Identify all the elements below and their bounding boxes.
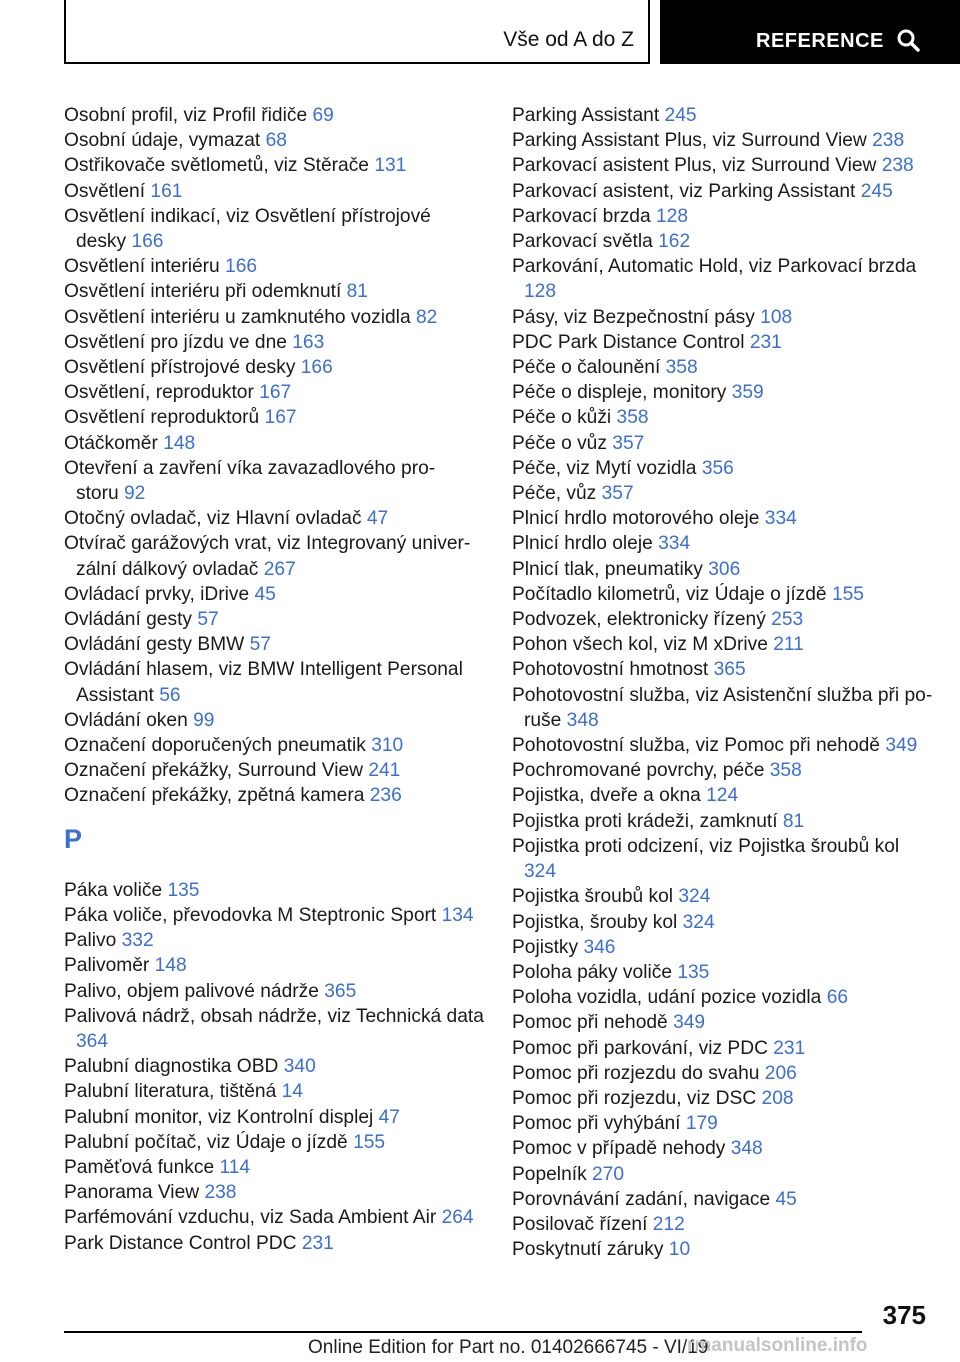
index-entry — [512, 204, 932, 229]
index-entry — [64, 380, 484, 405]
index-entry-text: Otočný ovladač, viz Hlavní ovladač — [64, 508, 362, 530]
page-link[interactable]: 66 — [826, 987, 849, 1009]
index-entry-text: Palubní monitor, viz Kontrolní displej — [64, 1106, 374, 1128]
index-entry-text: Paměťová funkce — [64, 1156, 215, 1178]
index-entry-text: Označení doporučených pneumatik — [64, 735, 366, 757]
page-link[interactable]: 68 — [265, 130, 287, 152]
index-entry-text: Pohon všech kol, viz M xDrive — [512, 634, 768, 656]
index-entry — [64, 1155, 484, 1180]
index-entry — [512, 783, 932, 808]
page-link[interactable]: 135 — [167, 879, 200, 901]
index-entry — [64, 758, 484, 783]
page-link[interactable]: 14 — [281, 1081, 303, 1103]
page-link[interactable]: 358 — [665, 357, 698, 379]
index-entry — [512, 1036, 932, 1061]
page-link[interactable]: 359 — [731, 382, 764, 404]
header-section-box — [64, 0, 650, 64]
page-link[interactable]: 348 — [566, 709, 599, 731]
page-link[interactable]: 155 — [353, 1131, 386, 1153]
index-entry — [512, 1086, 932, 1111]
index-entry-text: Pomoc při vyhýbání — [512, 1113, 681, 1135]
page-link[interactable]: 81 — [782, 810, 805, 832]
index-entry — [512, 683, 932, 733]
index-entry — [512, 1010, 932, 1035]
index-entry — [512, 1212, 932, 1237]
index-entry — [512, 1187, 932, 1212]
page-link[interactable]: 306 — [708, 558, 741, 580]
index-entry-text: Pochromované povrchy, péče — [512, 760, 765, 782]
page-link[interactable]: 310 — [371, 735, 404, 757]
page-link[interactable]: 238 — [881, 155, 914, 177]
index-entry-text: Panorama View — [64, 1182, 200, 1204]
page-link[interactable]: 161 — [150, 180, 183, 202]
index-entry — [512, 254, 932, 304]
index-entry — [512, 657, 932, 682]
index-entry-text: Parkovací brzda — [512, 205, 651, 227]
page-link[interactable]: 364 — [76, 1030, 109, 1052]
page-link[interactable]: 82 — [415, 306, 438, 328]
page-link[interactable]: 241 — [368, 760, 401, 782]
index-entry-text: Otvírač garážových vrat, viz Integrovaný univer- — [64, 533, 471, 555]
page-link[interactable]: 162 — [658, 231, 691, 253]
index-entry-text: Pojistky — [512, 936, 579, 958]
index-entry-text: Palubní diagnostika OBD — [64, 1056, 279, 1078]
page-link[interactable]: 356 — [701, 457, 734, 479]
index-entry — [64, 128, 484, 153]
index-entry — [512, 481, 932, 506]
index-entry-text: Posilovač řízení — [512, 1213, 648, 1235]
page-link[interactable]: 270 — [592, 1163, 625, 1185]
index-entry-text: Osvětlení interiéru u zamknutého vozidla — [64, 306, 411, 328]
index-entry-text: Ovládání oken — [64, 709, 188, 731]
index-entry-text: Péče, viz Mytí vozidla — [512, 457, 697, 479]
page-link[interactable]: 365 — [713, 659, 746, 681]
index-entry-text: Pásy, viz Bezpečnostní pásy — [512, 306, 755, 328]
page-link[interactable]: 47 — [378, 1106, 400, 1128]
index-entry — [64, 1231, 484, 1256]
page-link[interactable]: 81 — [346, 281, 368, 303]
index-entry-text: Osvětlení reproduktorů — [64, 407, 260, 429]
page-link[interactable]: 245 — [664, 105, 697, 126]
index-entry — [64, 783, 484, 808]
page-link[interactable]: 124 — [706, 785, 739, 807]
index-entry-text: Ovládání hlasem, viz BMW Intelligent Personal Assistant — [64, 659, 463, 706]
page-link[interactable]: 99 — [193, 709, 215, 731]
index-entry — [512, 1136, 932, 1161]
index-entry — [512, 103, 932, 128]
index-entry-text: Péče o vůz — [512, 432, 607, 454]
index-entry-text: Péče, vůz — [512, 483, 597, 505]
index-entry-text: Péče o kůži — [512, 407, 612, 429]
index-entry — [64, 1105, 484, 1130]
index-entry — [512, 607, 932, 632]
index-entry-text: Poloha páky voliče — [512, 961, 672, 983]
index-entry-text: Palivo, objem palivové nádrže — [64, 980, 319, 1002]
index-entry — [512, 1162, 932, 1187]
index-entry — [512, 884, 932, 909]
index-entry-text: Pojistka šroubů kol — [512, 886, 674, 908]
page-link[interactable]: 238 — [204, 1182, 237, 1204]
index-entry — [64, 431, 484, 456]
page-link[interactable]: 57 — [197, 609, 219, 631]
page-number: 375 — [882, 1300, 926, 1330]
index-entry-text: Parkovací asistent, viz Parking Assistant — [512, 180, 856, 202]
index-entry — [512, 179, 932, 204]
index-entry-text: Osvětlení interiéru při odemknutí — [64, 281, 342, 303]
index-entry — [512, 960, 932, 985]
index-entry-text: Ovládání gesty BMW — [64, 634, 245, 656]
page-link[interactable]: 208 — [761, 1087, 794, 1109]
index-entry — [512, 330, 932, 355]
index-entry — [512, 834, 932, 884]
reference-label: REFERENCE — [756, 30, 884, 52]
index-entry — [512, 733, 932, 758]
page-link[interactable]: 163 — [292, 331, 325, 353]
page-link[interactable]: 92 — [124, 483, 146, 505]
index-entry — [64, 153, 484, 178]
index-entry — [512, 506, 932, 531]
index-entry — [64, 1004, 484, 1054]
index-entry — [512, 380, 932, 405]
index-entry-text: Pomoc při rozjezdu, viz DSC — [512, 1087, 757, 1109]
index-entry — [64, 179, 484, 204]
index-group-p — [64, 878, 484, 1256]
page-link[interactable]: 236 — [369, 785, 402, 807]
index-entry-text: Osvětlení přístrojové desky — [64, 357, 296, 379]
index-entry — [512, 985, 932, 1010]
index-entry-text: Podvozek, elektronicky řízený — [512, 609, 766, 631]
index-entry — [512, 809, 932, 834]
index-entry — [512, 1061, 932, 1086]
page-link[interactable]: 334 — [764, 508, 797, 530]
index-entry-text: Palivová nádrž, obsah nádrže, viz Technická data — [64, 1005, 484, 1027]
index-entry — [512, 405, 932, 430]
index-entry-text: Pomoc při parkování, viz PDC — [512, 1037, 768, 1059]
index-entry — [512, 431, 932, 456]
page-link[interactable]: 324 — [678, 886, 711, 908]
page-link[interactable]: 231 — [773, 1037, 806, 1059]
index-entry — [512, 758, 932, 783]
page-link[interactable]: 148 — [154, 955, 187, 977]
index-entry — [512, 456, 932, 481]
index-entry-text: Označení překážky, zpětná kamera — [64, 785, 365, 807]
index-entry — [64, 103, 484, 128]
index-entry-text: Otáčkoměr — [64, 432, 158, 454]
page-link[interactable]: 167 — [264, 407, 297, 429]
page-link[interactable]: 349 — [673, 1012, 706, 1034]
page-link[interactable]: 358 — [616, 407, 649, 429]
page-link[interactable]: 131 — [374, 155, 407, 177]
index-entry — [64, 903, 484, 928]
index-entry-text: PDC Park Distance Control — [512, 331, 745, 353]
page-link[interactable]: 128 — [524, 281, 557, 303]
index-entry-text: Popelník — [512, 1163, 587, 1185]
index-entry-text: Osvětlení, reproduktor — [64, 382, 254, 404]
index-entry — [64, 330, 484, 355]
index-entry-text: Osvětlení interiéru — [64, 256, 220, 278]
page-link[interactable]: 357 — [601, 483, 634, 505]
index-entry-text: Pomoc při rozjezdu do svahu — [512, 1062, 760, 1084]
page-link[interactable]: 340 — [283, 1056, 316, 1078]
index-entry — [512, 557, 932, 582]
reference-tab[interactable] — [660, 0, 960, 64]
index-entry-text: Osvětlení — [64, 180, 146, 202]
index-entry-text: Palivo — [64, 930, 117, 952]
page-link[interactable]: 45 — [775, 1188, 797, 1210]
index-entry — [64, 405, 484, 430]
index-entry — [64, 506, 484, 531]
index-entry-text: Pohotovostní hmotnost — [512, 659, 709, 681]
index-entry-text: Počítadlo kilometrů, viz Údaje o jízdě — [512, 583, 827, 605]
page-link[interactable]: 206 — [764, 1062, 797, 1084]
page-link[interactable]: 349 — [885, 735, 918, 757]
page-link[interactable]: 253 — [771, 609, 804, 631]
page-link[interactable]: 245 — [860, 180, 893, 202]
index-entry-text: Osvětlení pro jízdu ve dne — [64, 331, 287, 353]
page-link[interactable]: 114 — [219, 1156, 251, 1178]
page-link[interactable]: 334 — [658, 533, 691, 555]
search-icon[interactable] — [896, 28, 920, 52]
index-entry — [64, 657, 484, 707]
page-link[interactable]: 166 — [225, 256, 258, 278]
index-entry-text: Plnicí hrdlo motorového oleje — [512, 508, 760, 530]
page-link[interactable]: 128 — [656, 205, 689, 227]
index-entry-text: Porovnávání zadání, navigace — [512, 1188, 771, 1210]
index-entry-text: storu — [76, 483, 119, 505]
index-entry-text: ruše — [524, 709, 562, 731]
index-column-right — [512, 103, 932, 1262]
index-entry-text: Parking Assistant Plus, viz Surround View — [512, 130, 867, 152]
index-entry — [64, 1079, 484, 1104]
page-link[interactable]: 56 — [159, 684, 181, 706]
watermark: rmanualsonline.info — [687, 1335, 868, 1356]
section-letter: P — [64, 823, 83, 854]
index-entry-text: Ovládání gesty — [64, 609, 192, 631]
page-link[interactable]: 155 — [831, 583, 864, 605]
index-entry — [64, 355, 484, 380]
index-entry — [64, 1054, 484, 1079]
index-entry-text: Parking Assistant — [512, 105, 660, 126]
index-entry-text: Parkovací světla — [512, 231, 653, 253]
page-link[interactable]: 134 — [441, 904, 474, 926]
index-entry — [512, 632, 932, 657]
footer-divider — [64, 1331, 862, 1333]
index-entry — [512, 1237, 932, 1262]
index-entry-text: Otevření a zavření víka zavazadlového pro- — [64, 457, 436, 479]
index-group-o — [64, 103, 484, 809]
index-entry — [64, 1130, 484, 1155]
index-entry — [64, 1180, 484, 1205]
index-entry-text: Páka voliče, převodovka M Steptronic Sport — [64, 904, 437, 926]
page-link[interactable]: 358 — [769, 760, 802, 782]
index-entry — [64, 733, 484, 758]
index-entry-text: Osobní údaje, vymazat — [64, 130, 261, 152]
index-entry-text: Pojistka, šrouby kol — [512, 911, 678, 933]
page-link[interactable]: 238 — [872, 130, 905, 152]
index-entry-text: Páka voliče — [64, 879, 163, 901]
index-entry — [64, 708, 484, 733]
page-link[interactable]: 324 — [682, 911, 715, 933]
index-group-p-continued — [512, 103, 932, 1262]
page-link[interactable]: 166 — [131, 231, 164, 253]
index-entry — [64, 979, 484, 1004]
page-link[interactable]: 324 — [524, 861, 557, 883]
index-entry-text: Plnicí tlak, pneumatiky — [512, 558, 703, 580]
page-link[interactable]: 267 — [263, 558, 296, 580]
index-entry — [64, 953, 484, 978]
index-entry — [64, 1205, 484, 1230]
page-link[interactable]: 211 — [773, 634, 804, 656]
index-entry-text: Palubní literatura, tištěná — [64, 1081, 277, 1103]
page-link[interactable]: 179 — [685, 1113, 718, 1135]
index-entry-text: Park Distance Control PDC — [64, 1232, 297, 1254]
index-entry-text: Ostřikovače světlometů, viz Stěrače — [64, 155, 369, 177]
index-entry — [512, 153, 932, 178]
page-link[interactable]: 332 — [121, 930, 154, 952]
index-entry-text: Pohotovostní služba, viz Pomoc při nehodě — [512, 735, 880, 757]
page-link[interactable]: 69 — [312, 105, 334, 126]
page-link[interactable]: 212 — [652, 1213, 685, 1235]
index-entry — [64, 632, 484, 657]
page-link[interactable]: 167 — [259, 382, 292, 404]
index-entry — [64, 531, 484, 581]
index-entry-text: Pojistka proti odcizení, viz Pojistka šroubů kol — [512, 835, 900, 857]
index-entry-text: Parkování, Automatic Hold, viz Parkovací brzda — [512, 256, 917, 278]
page-link[interactable]: 166 — [300, 357, 333, 379]
index-entry-text: Pomoc při nehodě — [512, 1012, 668, 1034]
page-link[interactable]: 346 — [583, 936, 616, 958]
page-link[interactable]: 148 — [163, 432, 196, 454]
index-entry — [64, 607, 484, 632]
page-link[interactable]: 348 — [730, 1138, 763, 1160]
index-entry — [512, 531, 932, 556]
index-entry — [64, 878, 484, 903]
page-link[interactable]: 231 — [301, 1232, 334, 1254]
index-entry-text: Poloha vozidla, udání pozice vozidla — [512, 987, 822, 1009]
page-link[interactable]: 231 — [749, 331, 782, 353]
index-entry — [512, 128, 932, 153]
index-entry — [64, 582, 484, 607]
index-entry — [512, 910, 932, 935]
index-entry-text: Pojistka proti krádeži, zamknutí — [512, 810, 778, 832]
page-link[interactable]: 57 — [249, 634, 271, 656]
index-entry — [512, 355, 932, 380]
index-entry-text: Osobní profil, viz Profil řidiče — [64, 105, 308, 126]
page-link[interactable]: 10 — [668, 1239, 691, 1261]
page-link[interactable]: 264 — [441, 1207, 474, 1229]
index-entry-text: Péče o čalounění — [512, 357, 661, 379]
index-entry — [64, 456, 484, 506]
index-entry — [64, 204, 484, 254]
index-entry-text: zální dálkový ovladač — [76, 558, 259, 580]
index-entry-text: Palubní počítač, viz Údaje o jízdě — [64, 1131, 348, 1153]
page-link[interactable]: 135 — [677, 961, 710, 983]
index-entry — [64, 928, 484, 953]
index-entry — [512, 935, 932, 960]
index-entry — [64, 279, 484, 304]
index-entry — [64, 254, 484, 279]
index-entry-text: Pohotovostní služba, viz Asistenční služba při po- — [512, 684, 933, 706]
index-entry — [512, 305, 932, 330]
page-link[interactable]: 47 — [366, 508, 389, 530]
section-title: Vše od A do Z — [503, 28, 634, 51]
index-entry-text: Pomoc v případě nehody — [512, 1138, 726, 1160]
index-entry-text: Osvětlení indikací, viz Osvětlení přístrojové desky — [64, 205, 431, 253]
index-entry-text: Parfémování vzduchu, viz Sada Ambient Air — [64, 1207, 437, 1229]
page-link[interactable]: 357 — [612, 432, 645, 454]
index-entry — [512, 229, 932, 254]
page-link[interactable]: 45 — [254, 583, 276, 605]
page-link[interactable]: 108 — [760, 306, 793, 328]
index-entry-text: Parkovací asistent Plus, viz Surround View — [512, 155, 877, 177]
index-entry-text: Poskytnutí záruky — [512, 1239, 664, 1261]
page-link[interactable]: 365 — [324, 980, 357, 1002]
index-entry-text: Označení překážky, Surround View — [64, 760, 363, 782]
footer-edition: Online Edition for Part no. 01402666745 - VI/19 — [308, 1337, 709, 1358]
index-column-left — [64, 103, 484, 1256]
index-entry-text: Plnicí hrdlo oleje — [512, 533, 653, 555]
index-entry-text: Palivoměr — [64, 955, 150, 977]
index-entry-text: Pojistka, dveře a okna — [512, 785, 701, 807]
index-entry-text: Ovládací prvky, iDrive — [64, 583, 250, 605]
index-entry — [512, 582, 932, 607]
index-entry — [512, 1111, 932, 1136]
index-entry — [64, 305, 484, 330]
index-entry-text: Péče o displeje, monitory — [512, 382, 727, 404]
